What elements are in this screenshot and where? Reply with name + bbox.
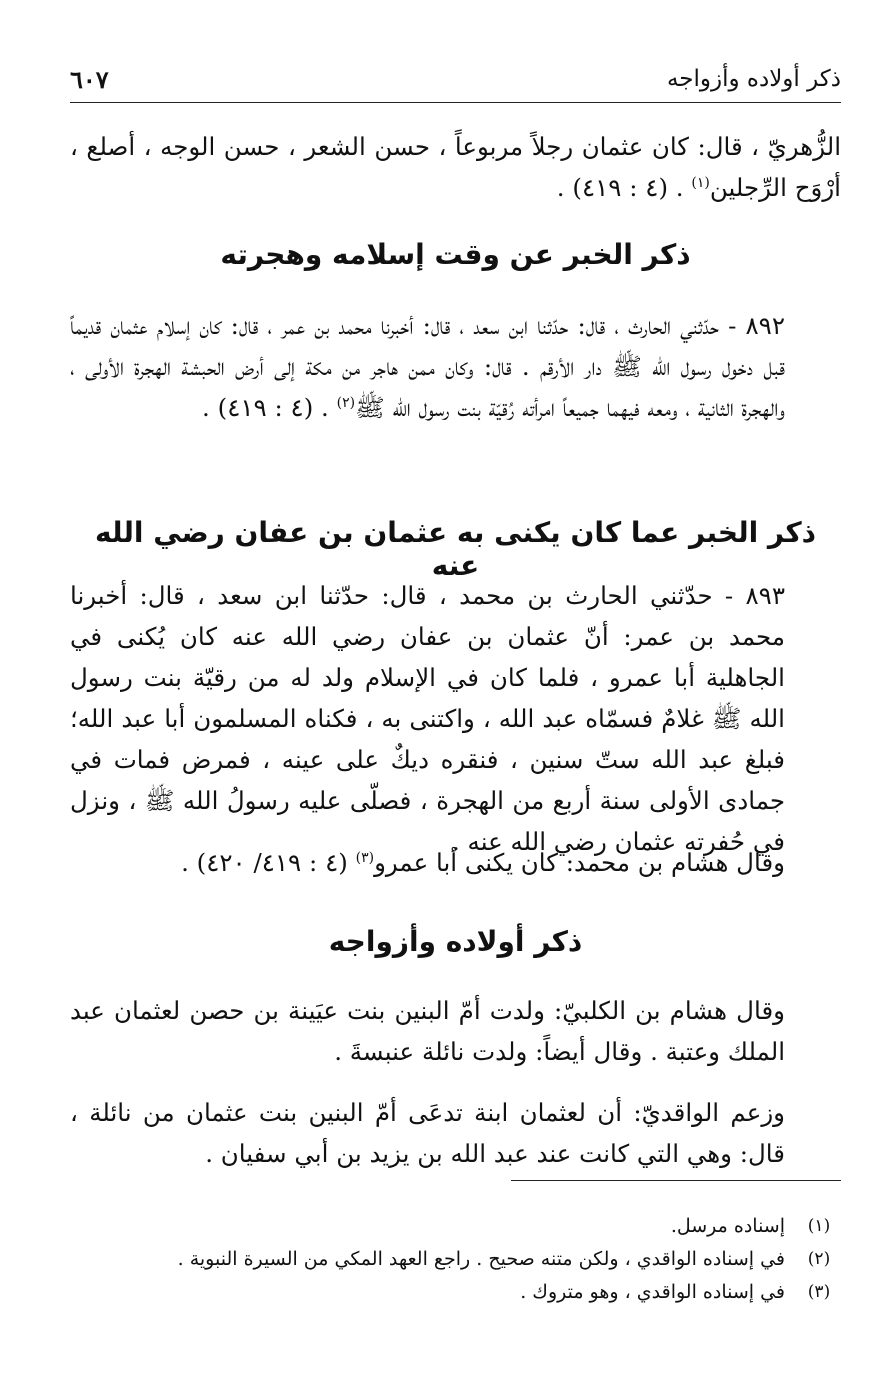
footnotes bbox=[70, 1210, 841, 1309]
paragraph-892 bbox=[70, 305, 841, 428]
footnote-text: إسناده مرسل. bbox=[670, 1215, 785, 1237]
intro-paragraph bbox=[70, 126, 841, 208]
page-number: ٦٠٧ bbox=[70, 64, 109, 94]
paragraph-kalbi: وقال هشام بن الكلبيّ: ولدت أمّ البنين بنت عيَينة بن حصن لعثمان عبد الملك وعتبة . وقال أيضاً: ولدت نائلة عنبسةَ . bbox=[70, 996, 785, 1066]
footnote-text: في إسناده الواقدي ، وهو متروك . bbox=[520, 1281, 785, 1303]
paragraph-hisham-text: وقال هشام بن محمد: كان يكنى أبا عمرو bbox=[374, 848, 785, 877]
paragraph-hisham-reference: (٤ : ٤١٩/ ٤٢٠) . bbox=[181, 848, 356, 877]
footnote-number: (٣) bbox=[807, 1282, 831, 1302]
intro-text: الزُّهريّ ، قال: كان عثمان رجلاً مربوعاً ، حسن الشعر ، حسن الوجه ، أصلع ، أرْوَح الرِّجلين bbox=[70, 132, 841, 202]
paragraph-waqidi: وزعم الواقديّ: أن لعثمان ابنة تدعَى أمّ البنين بنت عثمان من نائلة ، قال: وهي التي كانت عند عبد الله بن يزيد بن أبي سفيان . bbox=[70, 1098, 785, 1168]
footnote-marker-1: (١) bbox=[691, 174, 710, 191]
footnote-number: (٢) bbox=[807, 1249, 831, 1269]
footnote-item bbox=[70, 1276, 841, 1309]
section-heading-kunya: ذكر الخبر عما كان يكنى به عثمان بن عفان رضي الله عنه bbox=[94, 516, 816, 582]
footnote-number: (١) bbox=[807, 1216, 831, 1236]
section-heading-children: ذكر أولاده وأزواجه bbox=[328, 925, 583, 958]
footnote-text: في إسناده الواقدي ، ولكن متنه صحيح . راجع العهد المكي من السيرة النبوية . bbox=[177, 1248, 785, 1270]
footnote-item bbox=[70, 1243, 841, 1276]
footnote-marker-2: (٢) bbox=[336, 394, 356, 411]
paragraph-893: ٨٩٣ - حدّثني الحارث بن محمد ، قال: حدّثنا ابن سعد ، قال: أخبرنا محمد بن عمر: أنّ عثمان بن عفان رضي الله عنه كان يُكنى في الجاهلية أبا عمرو ، فلما كان في الإسلام ولد له من رقيّة بنت رسول الله ﷺ غلامٌ فسمّاه عبد الله ، واكتنى به ، فكناه المسلمون أبا عبد الله؛ فبلغ عبد الله ستّ سنين ، فنقره ديكٌ على عينه ، فمرض فمات في جمادى الأولى سنة أربع من الهجرة ، فصلّى عليه رسولُ الله ﷺ ، ونزل في حُفرته عثمان رضي الله عنه . bbox=[70, 581, 785, 856]
footnote-item bbox=[70, 1210, 841, 1243]
paragraph-892-text: ٨٩٢ - حدّثني الحارث ، قال: حدّثنا ابن سعد ، قال: أخبرنا محمد بن عمر ، قال: كان إسلام عثمان قديماً قبل دخول رسول الله ﷺ دار الأرقم . قال: وكان ممن هاجر من مكة إلى أرض الحبشة الهجرة الأولى ، والهجرة الثانية ، ومعه فيهما جميعاً امرأته رُقيّة بنت رسول الله ﷺ bbox=[70, 311, 785, 422]
intro-reference: . (٤ : ٤١٩) . bbox=[556, 173, 692, 202]
paragraph-hisham bbox=[70, 842, 841, 883]
header-title: ذكر أولاده وأزواجه bbox=[666, 66, 841, 92]
paragraph-892-reference: . (٤ : ٤١٩) . bbox=[202, 393, 337, 422]
running-header bbox=[70, 56, 841, 103]
section-heading-conversion: ذكر الخبر عن وقت إسلامه وهجرته bbox=[220, 238, 691, 271]
footnote-marker-3: (٣) bbox=[355, 849, 375, 866]
footnote-divider bbox=[511, 1180, 841, 1181]
